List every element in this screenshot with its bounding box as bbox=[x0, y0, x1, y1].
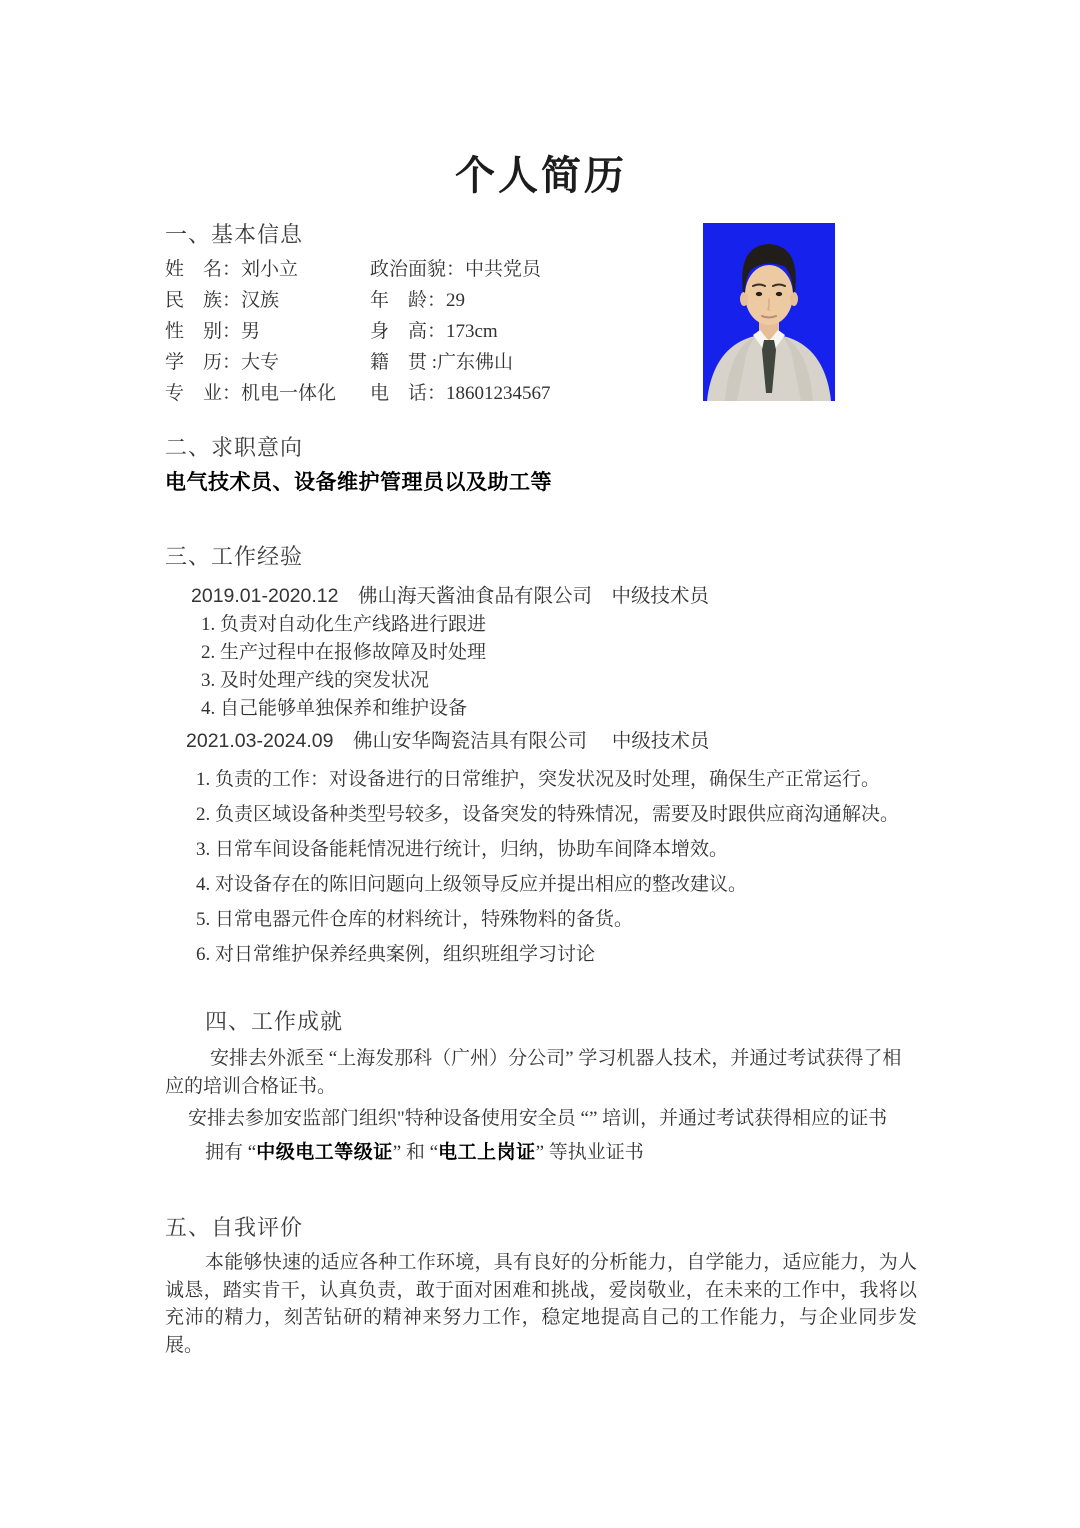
job2-duty-list bbox=[165, 766, 917, 969]
field-ethnicity: 民 族：汉族 bbox=[165, 290, 280, 311]
self-evaluation-heading: 五、自我评价 bbox=[165, 1215, 304, 1240]
work-experience-heading: 三、工作经验 bbox=[165, 544, 304, 569]
list-item: 1. 负责的工作：对设备进行的日常维护，突发状况及时处理，确保生产正常运行。 bbox=[196, 769, 881, 790]
field-phone: 电 话：18601234567 bbox=[370, 383, 551, 404]
self-evaluation-content: 本能够快速的适应各种工作环境，具有良好的分析能力，自学能力，适应能力，为人诚恳，踏实肯干，认真负责，敢于面对困难和挑战，爱岗敬业，在未来的工作中，我将以充沛的精力，刻苦钻研的精神来努力工作，稳定地提高自己的工作能力，与企业同步发展。 bbox=[165, 1252, 917, 1356]
list-item: 2. 生产过程中在报修故障及时处理 bbox=[201, 642, 487, 663]
field-name: 姓 名：刘小立 bbox=[165, 259, 299, 280]
list-item: 2. 负责区域设备种类型号较多，设备突发的特殊情况，需要及时跟供应商沟通解决。 bbox=[196, 804, 900, 825]
list-item: 1. 负责对自动化生产线路进行跟进 bbox=[201, 614, 487, 635]
certs-prefix: 拥有 “ bbox=[205, 1142, 257, 1163]
field-major: 专 业：机电一体化 bbox=[165, 383, 337, 404]
certs-mid: ” 和 “ bbox=[392, 1142, 439, 1163]
job-intention-content: 电气技术员、设备维护管理员以及助工等 bbox=[165, 471, 552, 494]
list-item: 3. 及时处理产线的突发状况 bbox=[201, 670, 430, 691]
job1-period-line: 2019.01-2020.12 佛山海天酱油食品有限公司 中级技术员 bbox=[191, 585, 709, 607]
field-age: 年 龄：29 bbox=[370, 290, 466, 311]
job-intention-heading: 二、求职意向 bbox=[165, 435, 304, 460]
field-political-status: 政治面貌：中共党员 bbox=[370, 259, 542, 280]
achievement-paragraph-2: 安排去参加安监部门组织"特种设备使用安全员 “” 培训，并通过考试获得相应的证书 bbox=[188, 1108, 888, 1129]
list-item: 6. 对日常维护保养经典案例，组织班组学习讨论 bbox=[196, 944, 596, 965]
basic-info-heading: 一、基本信息 bbox=[165, 222, 304, 247]
field-height: 身 高：173cm bbox=[370, 321, 498, 342]
id-photo bbox=[703, 223, 835, 401]
job1-duty-list bbox=[165, 611, 917, 723]
job2-period-line: 2021.03-2024.09 佛山安华陶瓷洁具有限公司 中级技术员 bbox=[186, 730, 710, 752]
list-item: 4. 对设备存在的陈旧问题向上级领导反应并提出相应的整改建议。 bbox=[196, 874, 748, 895]
achievements-heading: 四、工作成就 bbox=[205, 1009, 344, 1034]
resume-content bbox=[165, 0, 917, 1359]
field-birthplace: 籍 贯 :广东佛山 bbox=[370, 352, 514, 373]
list-item: 5. 日常电器元件仓库的材料统计，特殊物料的备货。 bbox=[196, 909, 634, 930]
list-item: 3. 日常车间设备能耗情况进行统计，归纳，协助车间降本增效。 bbox=[196, 839, 729, 860]
achievement-paragraph-certs bbox=[165, 1139, 917, 1167]
page-title: 个人简历 bbox=[455, 153, 627, 198]
id-photo-graphic bbox=[703, 223, 835, 401]
field-education: 学 历：大专 bbox=[165, 352, 280, 373]
certs-suffix: ” 等执业证书 bbox=[535, 1142, 644, 1163]
achievement-paragraph-1: 安排去外派至 “上海发那科（广州）分公司” 学习机器人技术，并通过考试获得了相应的培训合格证书。 bbox=[165, 1048, 902, 1097]
cert-electrician-work-permit: 电工上岗证 bbox=[438, 1142, 536, 1163]
list-item: 4. 自己能够单独保养和维护设备 bbox=[201, 698, 468, 719]
cert-electrician-grade: 中级电工等级证 bbox=[256, 1142, 393, 1163]
field-gender: 性 别：男 bbox=[165, 321, 261, 342]
